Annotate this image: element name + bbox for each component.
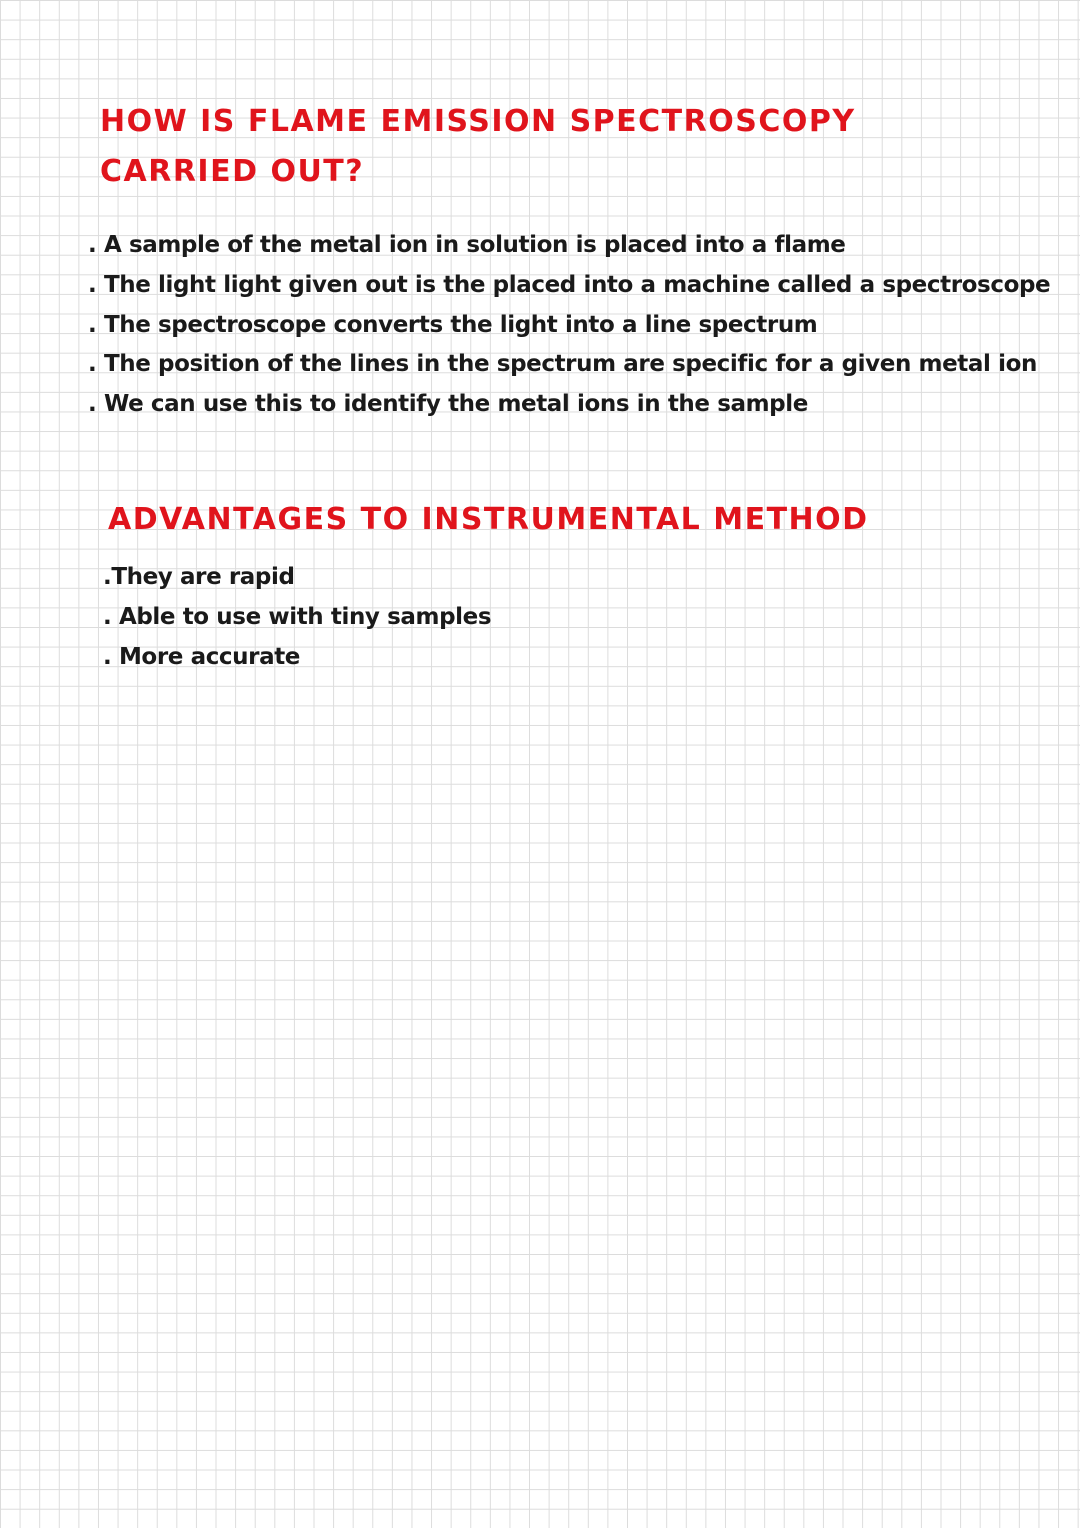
list-item: . The spectroscope converts the light into a line spectrum [88,311,818,338]
section-1-title-line-1: HOW IS FLAME EMISSION SPECTROSCOPY [100,104,856,139]
list-item: .They are rapid [103,564,295,590]
list-item: . We can use this to identify the metal ions in the sample [88,391,808,418]
list-item: . The light light given out is the placed into a machine called a spectroscope [88,271,1051,298]
list-item: . Able to use with tiny samples [103,603,492,630]
section-1-title-line-2: CARRIED OUT? [100,154,365,189]
advantages-list [103,558,491,677]
process-steps-list [88,226,1050,425]
list-item: . More accurate [103,643,301,670]
list-item: . The position of the lines in the spectrum are specific for a given metal ion [88,351,1037,378]
list-item: . A sample of the metal ion in solution is placed into a flame [88,232,846,258]
section-2-title: ADVANTAGES TO INSTRUMENTAL METHOD [108,502,869,537]
